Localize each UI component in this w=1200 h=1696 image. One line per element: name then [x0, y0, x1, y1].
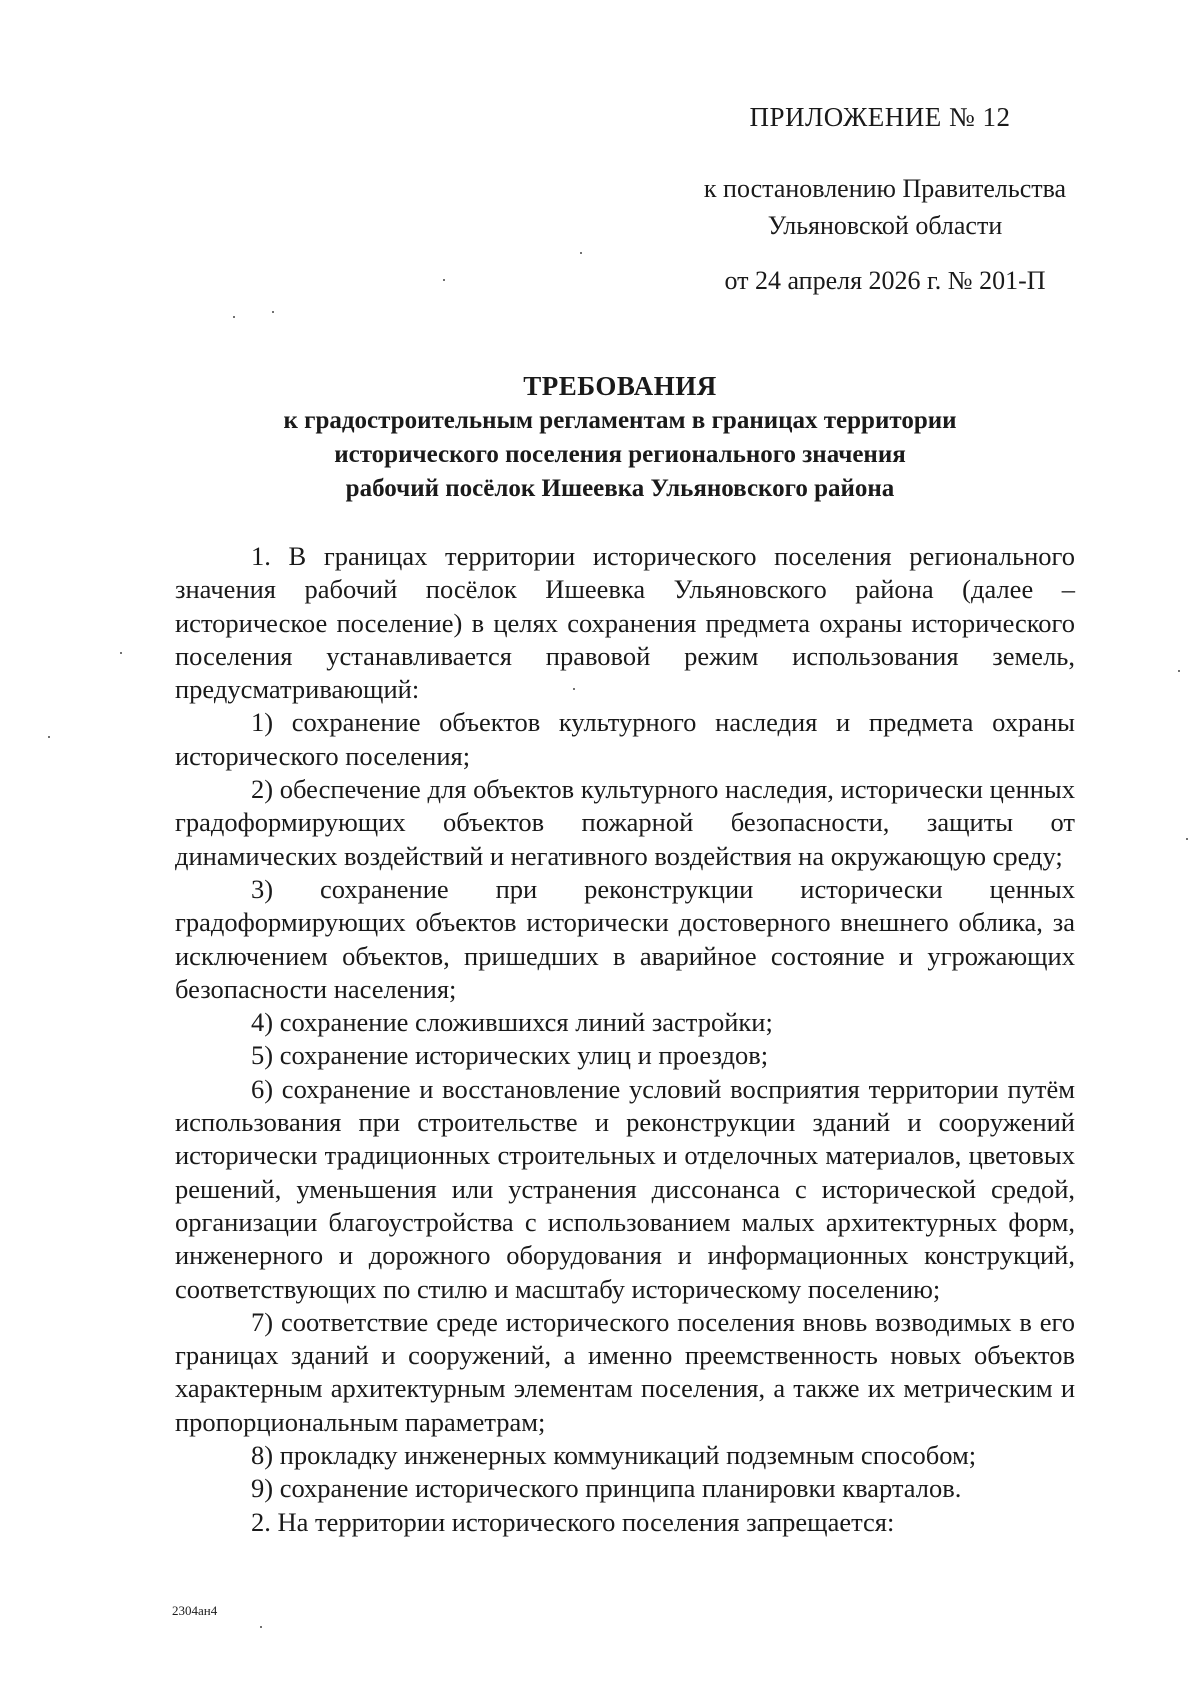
resolution-line-2: Ульяновской области	[767, 211, 1003, 240]
paragraph: 4) сохранение сложившихся линий застройки;	[251, 1007, 773, 1038]
paragraph: 7) соответствие среде исторического поселения вновь возводимых в его границах зданий и сооружений, а именно преемственность новых объектов характерным архитектурным элементам поселения, а также их метрическим и пропорциональным параметрам;	[175, 1306, 1075, 1437]
scan-speck	[48, 736, 50, 738]
paragraph: 3) сохранение при реконструкции исторически ценных градоформирующих объектов исторически достоверного внешнего облика, за исключением объектов, пришедших в аварийное состояние и угрожающих безопасности населения;	[175, 873, 1075, 1004]
resolution-reference	[700, 170, 1070, 244]
paragraph: 1) сохранение объектов культурного наследия и предмета охраны исторического поселения;	[175, 707, 1075, 771]
title-line-2: исторического поселения регионального значения	[334, 441, 906, 468]
scan-speck	[233, 316, 235, 318]
document-title	[170, 368, 1070, 506]
paragraph: 6) сохранение и восстановление условий восприятия территории путём использования при строительстве и реконструкции зданий и сооружений исторически традиционных строительных и отделочных материалов, цветовых решений, уменьшения или устранения диссонанса с исторической средой, организации благоустройства с использованием малых архитектурных форм, инженерного и дорожного оборудования и информационных конструкций, соответствующих по стилю и масштабу историческому поселению;	[175, 1073, 1075, 1304]
resolution-line-1: к постановлению Правительства	[703, 174, 1067, 203]
scan-speck	[443, 279, 445, 281]
title-line-3: рабочий посёлок Ишеевка Ульяновского района	[345, 475, 895, 502]
paragraph: 1. В границах территории исторического поселения регионального значения рабочий посёлок Ишеевка Ульяновского района (далее – историческое поселение) в целях сохранения предмета охраны исторического поселения устанавливается правовой режим использования земель, предусматривающий:	[175, 541, 1075, 705]
paragraph: 5) сохранение исторических улиц и проездов;	[251, 1040, 769, 1071]
scan-speck	[1178, 670, 1180, 672]
footer-code: 2304ан4	[172, 1603, 218, 1618]
scan-speck	[580, 252, 582, 254]
scan-speck	[573, 688, 575, 690]
scan-speck	[1186, 838, 1188, 840]
title-main: ТРЕБОВАНИЯ	[523, 371, 717, 401]
paragraph: 2) обеспечение для объектов культурного наследия, исторически ценных градоформирующих объектов пожарной безопасности, защиты от динамических воздействий и негативного воздействия на окружающую среду;	[175, 774, 1075, 871]
paragraph: 9) сохранение исторического принципа планировки кварталов.	[251, 1473, 962, 1504]
scan-speck	[120, 652, 122, 654]
document-body	[175, 540, 1075, 1539]
scan-speck	[260, 1626, 262, 1628]
title-line-1: к градостроительным регламентам в границах территории	[283, 407, 957, 434]
paragraph: 8) прокладку инженерных коммуникаций подземным способом;	[251, 1440, 977, 1471]
appendix-label: ПРИЛОЖЕНИЕ № 12	[749, 102, 1011, 132]
paragraph: 2. На территории исторического поселения запрещается:	[251, 1506, 895, 1537]
scan-speck	[272, 311, 274, 313]
resolution-date-number: от 24 апреля 2026 г. № 201-П	[724, 266, 1046, 295]
